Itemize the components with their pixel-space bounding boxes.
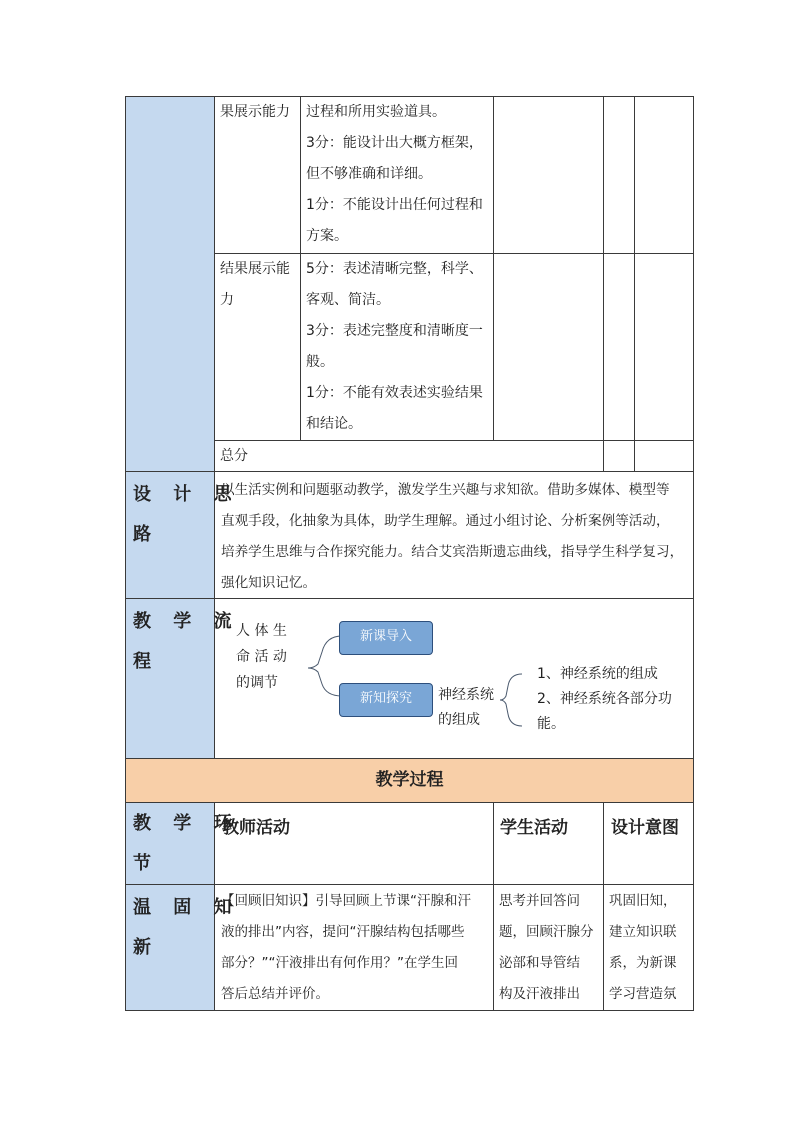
rubric-row2-category-1: 结果展示能 <box>220 261 290 277</box>
flow-item-3: 能。 <box>537 716 565 732</box>
rubric-row1-line-4: 1分：不能设计出任何过程和 <box>306 197 483 213</box>
total-label: 总分 <box>220 448 248 464</box>
review-student-line-4: 构及汗液排出 <box>499 986 580 1002</box>
rubric-col-divider-2 <box>493 96 494 441</box>
flow-item-2: 2、神经系统各部分功 <box>537 691 672 707</box>
review-intent-line-2: 建立知识联 <box>609 924 677 940</box>
flow-item-1: 1、神经系统的组成 <box>537 666 658 682</box>
design-label-2: 路 <box>133 524 159 545</box>
design-label-1: 设 计 思 <box>133 484 240 505</box>
review-teacher-line-2: 液的排出”内容，提问“汗腺结构包括哪些 <box>221 924 465 940</box>
flow-branch-new-lesson: 新课导入 <box>339 621 433 655</box>
rubric-row1-line-2: 3分：能设计出大概方框架， <box>306 135 483 151</box>
process-head-label-1: 教 学 环 <box>133 813 240 834</box>
flow-root-line-1: 人 体 生 <box>236 623 287 639</box>
rubric-row1-line-1: 过程和所用实验道具。 <box>306 104 446 120</box>
table-border-right <box>693 96 694 1011</box>
review-student-line-2: 题，回顾汗腺分 <box>499 924 594 940</box>
label-column-divider <box>214 96 215 1011</box>
rubric-row1-line-5: 方案。 <box>306 228 348 244</box>
section-divider-design <box>125 471 694 472</box>
rubric-row2-line-6: 和结论。 <box>306 416 362 432</box>
flow-root-line-3: 的调节 <box>236 675 278 691</box>
section-divider-flow <box>125 598 694 599</box>
review-teacher-line-4: 答后总结并评价。 <box>221 986 329 1002</box>
rubric-col-divider-1 <box>300 96 301 441</box>
rubric-row1-category: 果展示能力 <box>220 104 290 120</box>
review-label-2: 新 <box>133 937 159 958</box>
design-line-3: 培养学生思维与合作探究能力。结合艾宾浩斯遗忘曲线，指导学生科学复习， <box>221 544 684 560</box>
review-student-line-1: 思考并回答问 <box>499 893 580 909</box>
review-label-1: 温 固 知 <box>133 897 240 918</box>
column-teacher-activity: 教师活动 <box>222 818 290 838</box>
rubric-col-divider-4 <box>634 96 635 471</box>
process-col-divider-2 <box>603 802 604 1011</box>
review-intent-line-1: 巩固旧知， <box>609 893 677 909</box>
flow-label-1: 教 学 流 <box>133 611 240 632</box>
rubric-row1-line-3: 但不够准确和详细。 <box>306 166 432 182</box>
review-teacher-line-1: 【回顾旧知识】引导回顾上节课“汗腺和汗 <box>221 893 471 909</box>
flow-branch-explore: 新知探究 <box>339 683 433 717</box>
rubric-row2-line-5: 1分：不能有效表述实验结果 <box>306 385 483 401</box>
design-line-1: 以生活实例和问题驱动教学，激发学生兴趣与求知欲。借助多媒体、模型等 <box>221 482 670 498</box>
rubric-row2-line-4: 般。 <box>306 354 334 370</box>
rubric-col-divider-3 <box>603 96 604 471</box>
design-line-2: 直观手段，化抽象为具体，助学生理解。通过小组讨论、分析案例等活动， <box>221 513 670 529</box>
review-intent-line-4: 学习营造氛 <box>609 986 677 1002</box>
rubric-row2-category-2: 力 <box>220 292 234 308</box>
rubric-row-divider-2 <box>214 440 694 441</box>
review-teacher-line-3: 部分？”“汗液排出有何作用？”在学生回 <box>221 955 458 971</box>
flow-root-line-2: 命 活 动 <box>236 649 287 665</box>
table-border-left <box>125 96 126 1011</box>
rubric-row2-line-2: 客观、简洁。 <box>306 292 390 308</box>
rubric-row2-line-3: 3分：表述完整度和清晰度一 <box>306 323 483 339</box>
rubric-row2-line-1: 5分：表述清晰完整，科学、 <box>306 261 483 277</box>
flow-label-2: 程 <box>133 651 159 672</box>
review-intent-line-3: 系，为新课 <box>609 955 677 971</box>
process-title: 教学过程 <box>375 770 444 790</box>
column-student-activity: 学生活动 <box>500 818 568 838</box>
review-student-line-3: 泌部和导管结 <box>499 955 580 971</box>
flow-topic-line-1: 神经系统 <box>438 687 494 703</box>
section-divider-review <box>125 884 694 885</box>
process-col-divider-1 <box>493 802 494 1011</box>
flow-topic-line-2: 的组成 <box>438 712 480 728</box>
process-head-label-2: 节 <box>133 853 159 874</box>
table-border-bottom <box>125 1010 694 1011</box>
section-divider-head <box>125 802 694 803</box>
column-design-intent: 设计意图 <box>611 818 679 838</box>
design-line-4: 强化知识记忆。 <box>221 575 317 591</box>
